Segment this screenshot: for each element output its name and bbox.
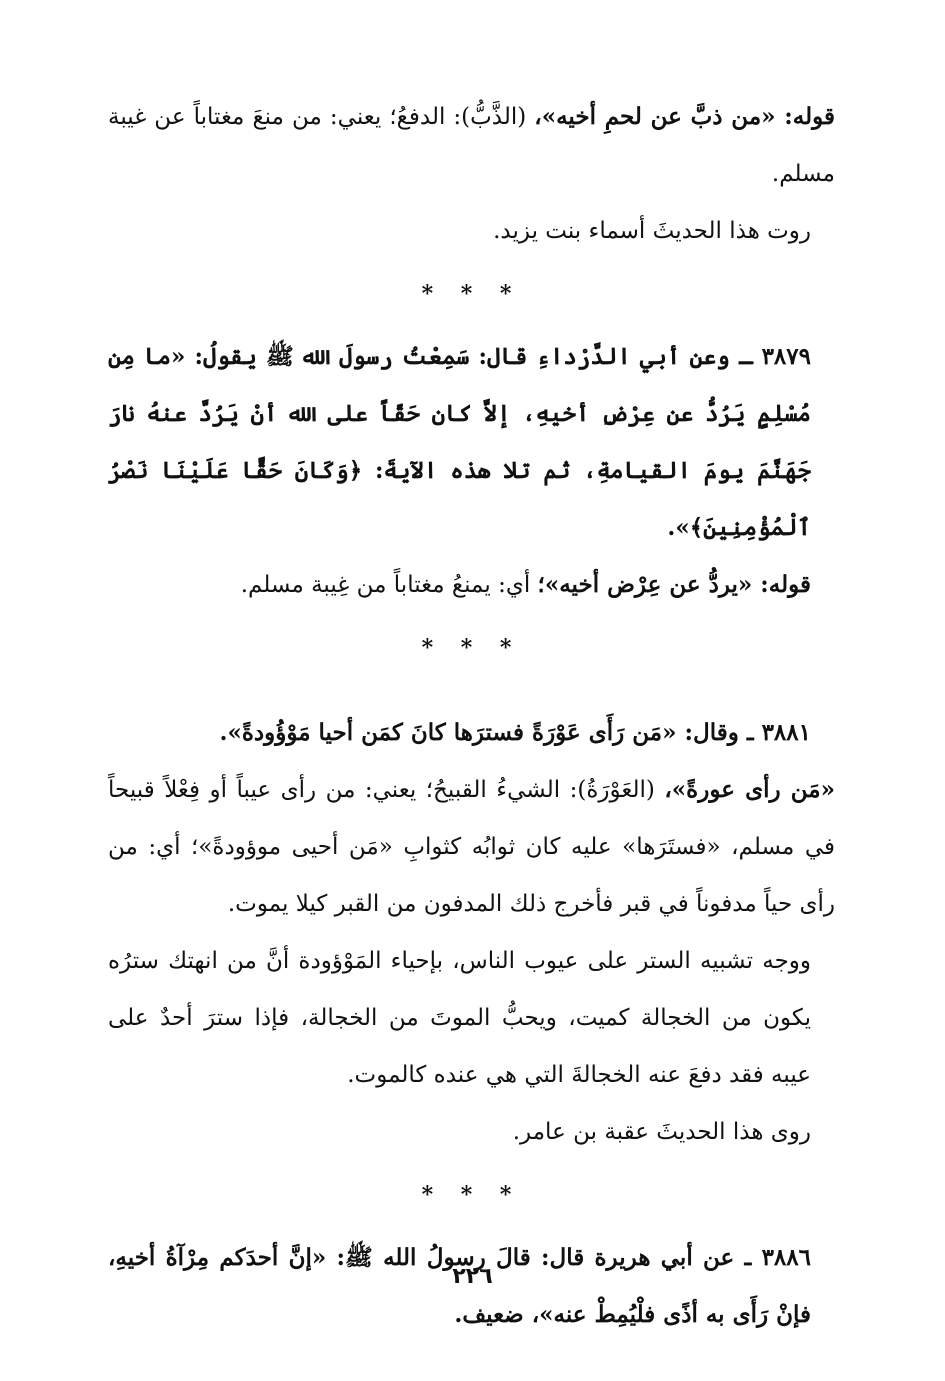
commentary-text: (الذَّبُّ): الدفعُ؛ يعني: من منعَ مغتاباً عن غيبة مسلم. [108, 104, 835, 187]
quoted-phrase: قوله: «يردُّ عن عِرْض أخيه»؛ [537, 571, 811, 598]
commentary-text: أي: يمنعُ مغتاباً من غِيبة مسلم. [240, 572, 538, 598]
section-separator: * * * [421, 1182, 522, 1208]
quoted-phrase: «مَن رأى عورةً»، [664, 776, 835, 803]
commentary-paragraph [108, 88, 835, 203]
section-separator: * * * [421, 281, 522, 307]
narrator-note: روت هذا الحديثَ أسماء بنت يزيد. [493, 218, 811, 244]
narrator-note: روى هذا الحديثَ عقبة بن عامر. [512, 1119, 811, 1145]
hadith-3879-text: ٣٨٧٩ ـ وعن أبي الدَّرْداءِ قال: سَمِعْتُ رسولَ الله ﷺ يقولُ: «ما مِن مُسْلِمٍ يَرُدُّ عن عِرْضِ أخيهِ، إلاَّ كان حَقّاً على الله أنْ يَرُدَّ عنهُ نارَ جَهَنَّمَ يومَ القيامةِ، ثم تلا هذه الآيةَ: ﴿وَكَانَ حَقًّا عَلَيْنَا نَصْرُ ٱلْمُؤْمِنِينَ﴾». [108, 343, 811, 541]
hadith-3886-text: ٣٨٨٦ ـ عن أبي هريرة قال: قالَ رسولُ الله ﷺ: «إنَّ أحدَكم مِرْآةُ أخيهِ، فإنْ رَأَى به أذًى فلْيُمِطْ عنه»، ضعيف. [108, 1244, 811, 1328]
page-number: ٢٢٦ [452, 1264, 493, 1289]
commentary-text: (العَوْرَةُ): الشيءُ القبيحُ؛ يعني: من رأى عيباً أو فِعْلاً قبيحاً في مسلم، «فستَرَها» عليه كان ثوابُه كثوابِ «مَن أحيى موؤودةً»؛ أي: من رأى حياً مدفوناً في قبر فأخرج ذلك المدفون من القبر كيلا يموت. [108, 777, 835, 917]
section-separator: * * * [421, 635, 522, 661]
hadith-3881-analogy: ووجه تشبيه الستر على عيوب الناس، بإحياء المَوْؤودة أنَّ من انهتك سترُه يكون من الخجالة كميت، ويحبُّ الموتَ من الخجالة، فإذا سترَ أحدٌ على عيبه فقد دفعَ عنه الخجالةَ التي هي عنده كالموت. [108, 948, 811, 1088]
quoted-phrase: قوله: «من ذبَّ عن لحمِ أخيه»، [534, 103, 835, 130]
hadith-3881-text: ٣٨٨١ ـ وقال: «مَن رَأَى عَوْرَةً فسترَها كانَ كمَن أحيا مَوْؤُودةً». [219, 719, 811, 746]
hadith-3881-explanation [108, 761, 835, 933]
hadith-3879-commentary [108, 556, 835, 614]
